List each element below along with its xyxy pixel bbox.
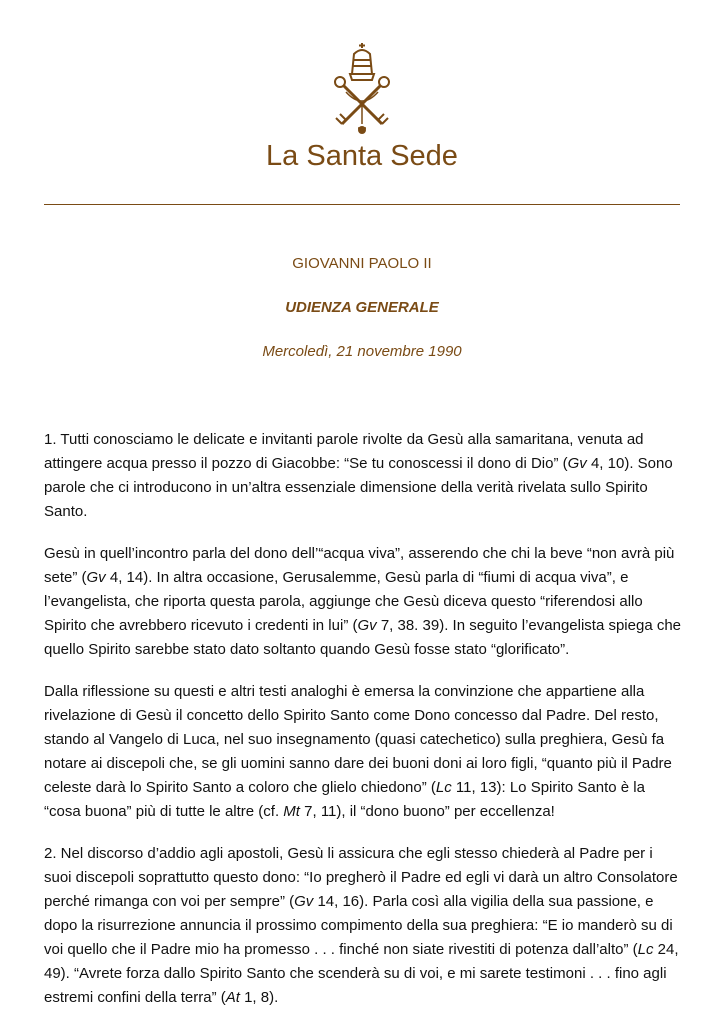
citation-book: At (225, 989, 240, 1006)
header-divider (44, 204, 680, 205)
holy-see-logo[interactable] (0, 40, 724, 136)
citation-book: Gv (357, 617, 377, 634)
paragraph (44, 680, 684, 824)
paragraph-text: 1, 8). (239, 989, 279, 1006)
paragraph-text: 4, 14). In altra occasione, Gerusalemme, Gesù parla di “fiumi di acqua viva”, e l’evangelista, che riporta questa parola, aggiunge che Gesù diceva questo “riferendosi allo Spirito che avrebbero ricevuto i credenti in lui” ( (44, 569, 643, 634)
citation-book: Mt (283, 803, 300, 820)
citation-book: Gv (567, 455, 587, 472)
paragraph-text: 24, 49). “Avrete forza dallo Spirito Santo che scenderà su di voi, e mi sarete testimoni . . . fino agli estremi confini della terra” ( (44, 941, 679, 1006)
paragraph-text: 7, 11), il “dono buono” per eccellenza! (299, 803, 555, 820)
coat-of-arms-icon (324, 40, 400, 136)
citation-book: Lc (435, 779, 452, 796)
citation-book: Gv (294, 893, 314, 910)
paragraph (44, 428, 684, 524)
citation-book: Lc (637, 941, 654, 958)
paragraph-text: Dalla riflessione su questi e altri testi analoghi è emersa la convinzione che appartiene alla rivelazione di Gesù il concetto dello Spirito Santo come Dono concesso dal Padre. Del resto, stando al Vangelo di Luca, nel suo insegnamento (quasi catechetico) sulla preghiera, Gesù fa notare ai discepoli che, se gli uomini sanno dare dei buoni doni ai loro figli, “quanto più il Padre celeste darà lo Spirito Santo a coloro che glielo chiedono” ( (44, 683, 672, 796)
paragraph (44, 542, 684, 662)
paragraph-text: 7, 38. 39). In seguito l’evangelista spiega che quello Spirito sarebbe stato dato soltanto quando Gesù fosse stato “glorificato”. (44, 617, 682, 658)
paragraph-text: Gesù in quell’incontro parla del dono dell’“acqua viva”, asserendo che chi la beve “non avrà più sete” ( (44, 545, 675, 586)
paragraph-text: 2. Nel discorso d’addio agli apostoli, Gesù li assicura che egli stesso chiederà al Padre per i suoi discepoli soprattutto questo dono: “Io pregherò il Padre ed egli vi darà un altro Consolatore perché rimanga con voi per sempre” ( (44, 845, 678, 910)
paragraph (44, 842, 684, 1010)
document-genre: UDIENZA GENERALE (285, 299, 439, 316)
citation-book: Gv (86, 569, 106, 586)
document-date: Mercoledì, 21 novembre 1990 (262, 343, 462, 360)
paragraph-text: 4, 10). Sono parole che ci introducono in un’altra essenziale dimensione della verità rivelata sullo Spirito Santo. (44, 455, 673, 520)
document-body (44, 428, 684, 1028)
paragraph-text: 1. Tutti conosciamo le delicate e invitanti parole rivolte da Gesù alla samaritana, venuta ad attingere acqua presso il pozzo di Giacobbe: “Se tu conoscessi il dono di Dio” ( (44, 431, 644, 472)
paragraph-text: 11, 13): Lo Spirito Santo è la “cosa buona” più di tutte le altre (cf. (44, 779, 645, 820)
author: GIOVANNI PAOLO II (292, 255, 432, 272)
paragraph-text: 14, 16). Parla così alla vigilia della sua passione, e dopo la risurrezione annuncia il prossimo compimento della sua preghiera: “E io manderò su di voi quello che il Padre mio ha promesso . . . finché non siate rivestiti di potenza dall’alto” ( (44, 893, 673, 958)
site-title[interactable]: La Santa Sede (266, 140, 458, 172)
